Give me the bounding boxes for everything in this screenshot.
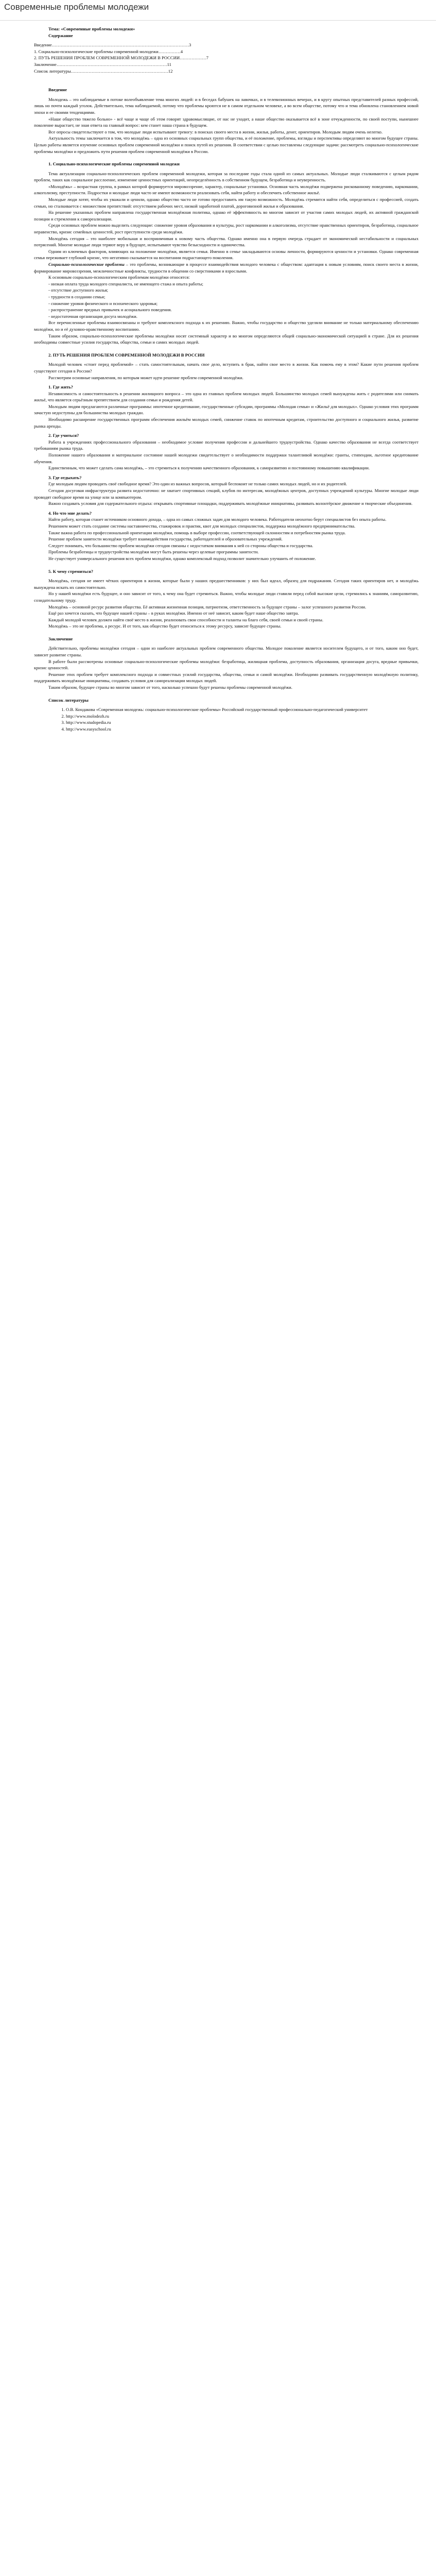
toc-row <box>34 48 418 55</box>
toc-label: 2. ПУТЬ РЕШЕНИЯ ПРОБЛЕМ СОВРЕМЕННОЙ МОЛОДЕЖИ В РОССИИ <box>34 55 180 61</box>
section1-lead-term: Социально-психологические проблемы <box>48 262 125 267</box>
section1-paragraph: Среди основных проблем можно выделить следующие: снижение уровня образования и культуры, рост наркомании и алкоголизма, отсутствие нравственных ориентиров, безработица, социальное неравенство, кризис семейных ценностей, рост преступности среди молодёжи. <box>34 223 418 235</box>
conclusion-paragraph: Действительно, проблемы молодёжи сегодня – одни из наиболее актуальных проблем современного общества. Молодое поколение является носителем будущего, и от того, каким оно будет, зависит развитие страны. <box>34 646 418 658</box>
toc-label: Введение <box>34 42 52 48</box>
section1-list-item: - распространение вредных привычек и асоциального поведения. <box>48 307 172 313</box>
section5-paragraph: Каждый молодой человек должен найти своё место в жизни, реализовать свои способности и таланты на благо себя, своей семьи и своей страны. <box>48 617 324 622</box>
subsection2-title: 2. Где учиться? <box>48 433 79 438</box>
subsection1-paragraph: Молодым людям предлагаются различные программы: ипотечное кредитование, государственные субсидии, программы «Молодая семья» и «Жильё для молодых». Однако условия этих программ зачастую недоступны для большинства молодых граждан. <box>34 403 418 416</box>
table-of-contents <box>34 42 418 74</box>
subsection4-paragraph: Проблемы безработицы и трудоустройства молодёжи могут быть решены через целевые программы занятости. <box>48 549 259 555</box>
subsection4-paragraph: Следует понимать, что большинство проблем молодёжи сегодня связаны с недостатком внимания к ней со стороны общества и государства. <box>48 543 313 548</box>
subsection4-paragraph: Не существует универсального решения всех проблем молодёжи, однако комплексный подход позволит значительно улучшить её положение. <box>48 555 316 561</box>
subsection3-title: 3. Где отдыхать? <box>48 474 82 480</box>
toc-page-number: 4 <box>180 48 183 54</box>
section1-paragraph: Таким образом, социально-психологические проблемы молодёжи носят системный характер и во многом определяются общей социально-экономической ситуацией в стране. Для их решения необходимы совместные усилия государства, общества, семьи и самих молодых людей. <box>34 333 418 345</box>
intro-paragraph: Молодежь – это наблюдаемые в потоке волеобъявление тема многих людей: и в беседах бабушек на лавочках, и в телевизионных вечерах, и в кругу опытных представителей разных профессий, лишь но почти каждый уголок. Действительно, тема наблюдаемой, потому что проблемы кроются не в самом отдельном человеке, а во всем обществе, потому что и тема обновлена становлением новой эпохи и ее своими тенденциями. <box>34 96 418 115</box>
site-header <box>0 0 436 21</box>
literature-title: Список литературы <box>48 697 89 703</box>
section1-list-intro: К основным социально-психологическим проблемам молодёжи относятся: <box>48 275 190 280</box>
toc-page-number: 11 <box>167 61 171 67</box>
subsection3-body <box>34 481 418 506</box>
section1-lead-rest: – это проблемы, возникающие в процессе взаимодействия молодого человека с обществом: адаптация к новым условиям, поиск своего места в жизни, формирование мировоззрения, межличностные конфликты, трудности в общении со сверстниками и взрослыми. <box>34 262 419 274</box>
intro-title: Введение <box>48 87 67 93</box>
section1-list-item: - низкая оплата труда молодого специалиста, не имеющего стажа и опыта работы; <box>48 281 203 286</box>
conclusion-body <box>34 645 418 690</box>
section5-paragraph: Ещё раз хочется сказать, что будущее нашей страны – в руках молодёжи. Именно от неё зависит, каким будет наше общество завтра. <box>48 611 299 616</box>
section1-lead-paragraph <box>34 261 418 274</box>
section1-body <box>34 171 418 261</box>
toc-leader-dots: …………… <box>158 48 181 54</box>
literature-item: 1. О.В. Кондакова «Современная молодежь: социально-психологические проблемы» Российский государственный профессионально-педагогический университет <box>66 706 418 713</box>
section1-list <box>34 281 418 320</box>
subsection3-paragraph: Важно создавать условия для содержательного отдыха: открывать спортивные площадки, поддерживать молодёжные инициативы, развивать волонтёрское движение и творческие объединения. <box>48 501 413 506</box>
topic-title: Тема: «Современные проблемы молодежи» <box>48 26 135 31</box>
toc-page-number: 12 <box>168 68 173 74</box>
toc-row <box>34 42 418 48</box>
section1-list-item: - трудности в создании семьи; <box>48 294 106 299</box>
toc-page-number: 3 <box>189 42 191 48</box>
section1-list-item: - отсутствие доступного жилья; <box>48 287 109 293</box>
subsection4-paragraph: Также важна работа по профессиональной ориентации молодёжи, помощь в выборе профессии, соответствующей склонностям и потребностям рынка труда. <box>48 530 346 535</box>
section1-paragraph: «Молодёжь» – возрастная группа, в рамках которой формируется мировоззрение, характер, социальные установки. Основная часть молодёжи подвержена рискованному поведению, наркомании, алкоголизму, преступности. Подростки и молодые люди часто не имеют возможности реализовать себя, найти работу и обеспечить собственное жильё. <box>34 183 418 196</box>
subsection4-paragraph: Решение проблем занятости молодёжи требует взаимодействия государства, работодателей и образовательных учреждений. <box>48 536 283 542</box>
toc-row <box>34 61 418 68</box>
section1-paragraph: Молодёжь сегодня – это наиболее мобильная и восприимчивая к новому часть общества. Однако именно она в первую очередь страдает от экономической нестабильности и социальных потрясений. Многие молодые люди теряют веру в будущее, испытывают чувство безысходности и одиночества. <box>34 235 418 248</box>
section1-paragraph: Молодые люди хотят, чтобы их уважали и ценили, однако общество часто не готово предоставить им такую возможность. Молодёжь стремится найти себя, определиться с профессией, создать семью, но сталкивается с множеством препятствий: отсутствием рабочих мест, низкой заработной платой, дороговизной жилья и образования. <box>34 197 418 209</box>
section1-title: 1. Социально-психологические проблемы современной молодежи <box>48 161 180 167</box>
toc-row <box>34 68 418 75</box>
subsection1-paragraph: Необходимо расширение государственных программ обеспечения жильём молодых семей, снижение ставок по ипотечным кредитам, строительство доступного и социального жилья, развитие рынка аренды. <box>34 417 418 429</box>
literature-item: 3. http://www.studopedia.ru <box>66 719 418 726</box>
section1-paragraph: На решение указанных проблем направлена государственная молодёжная политика, однако её эффективность во многом зависит от участия самих молодых людей, их активной гражданской позиции и стремления к самореализации. <box>34 210 418 222</box>
literature-item: 2. http://www.molodezh.ru <box>66 713 418 720</box>
site-title: Современные проблемы молодежи <box>4 2 149 12</box>
toc-row <box>34 55 418 61</box>
section1-paragraph: Тема актуализации социально-психологических проблем современной молодежи, которая за последние годы стала одной из самых актуальных. Молодые люди сталкиваются с целым рядом проблем, таких как социальное расслоение, изменение ценностных ориентаций, неопределённость в собственном будущем, безработица и неуверенность. <box>34 171 418 183</box>
subsection1-body <box>34 391 418 430</box>
section5-title: 5. К чему стремиться? <box>48 568 93 574</box>
section5-body <box>34 578 418 630</box>
section5-paragraph: Молодёжь – основной ресурс развития общества. Её активная жизненная позиция, патриотизм, ответственность за будущее страны – залог успешного развития России. <box>48 604 367 609</box>
document-body <box>34 26 418 733</box>
section2-paragraph: Молодой человек «стоит перед проблемой» – стать самостоятельным, начать свое дело, вступить в брак, найти свое место в жизни. Как помочь ему в этом? Какие пути решения проблем существуют сегодня в России? <box>34 362 418 374</box>
section2-body <box>34 361 418 381</box>
section1-paragraph: Все перечисленные проблемы взаимосвязаны и требуют комплексного подхода к их решению. Важно, чтобы государство и общество уделяли внимание не только материальному обеспечению молодёжи, но и её духовно-нравственному воспитанию. <box>34 320 418 332</box>
toc-leader-dots: ………………………………………………………… <box>71 68 168 74</box>
toc-label: 1. Социально-психологические проблемы современной молодежи <box>34 48 159 54</box>
section1-list-item: - недостаточная организация досуга молодёжи. <box>48 313 137 319</box>
toc-leader-dots: ………………………………………………………………… <box>56 61 167 67</box>
conclusion-paragraph: Решение этих проблем требует комплексного подхода и совместных усилий государства, общества, семьи и самой молодёжи. Необходимо развивать государственную молодёжную политику, поддерживать молодёжные инициативы, создавать условия для самореализации молодых людей. <box>34 671 418 684</box>
section5-paragraph: Молодёжь – это не проблема, а ресурс. И от того, как общество будет относиться к этому ресурсу, зависит будущее страны. <box>48 623 282 629</box>
intro-paragraph: Все опросы свидетельствуют о том, что молодые люди испытывают тревогу: в поисках своего места в жизни, жилья, работы, денег, ориентиров. Молодым людям очень нелегко. <box>48 129 383 134</box>
toc-leader-dots: ………………………………………………………………………………… <box>51 42 189 48</box>
subsection4-paragraph: Решением может стать создание системы наставничества, стажировок и практик, квот для молодых специалистов, поддержка молодёжного предпринимательства. <box>48 523 356 529</box>
conclusion-paragraph: Таким образом, будущее страны во многом зависит от того, насколько успешно будут решены проблемы современной молодёжи. <box>48 685 292 690</box>
intro-paragraph: Актуальность темы заключается в том, что молодёжь – одна из основных социальных групп общества, и её положение, проблемы, взгляды и перспективы определяют во многом будущее страны. Целью работы является изучение основных проблем современной молодёжи и поиск путей их решения. В соответствии с целью поставлены следующие задачи: рассмотреть социально-психологические проблемы молодёжи и предложить пути решения проблем современной молодёжи в России. <box>34 135 418 154</box>
toc-label: Список литературы <box>34 68 71 74</box>
subsection4-title: 4. Но что мне делать? <box>48 510 92 516</box>
toc-page-number: 7 <box>206 55 208 61</box>
section5-paragraph: Молодёжь, сегодня не имеет чётких ориентиров в жизни, которые были у наших предшественников: у них был идеал, образец для подражания. Сегодня таких ориентиров нет, и молодёжь вынуждена искать их самостоятельно. <box>34 578 418 590</box>
subsection2-paragraph: Работа в учреждениях профессионального образования – необходимое условие получения профессии и дальнейшего трудоустройства. Однако качество образования не всегда соответствует требованиям рынка труда. <box>34 439 418 451</box>
toc-title: Содержание <box>48 32 73 38</box>
toc-leader-dots: ……………… <box>180 55 206 61</box>
subsection2-body <box>34 439 418 471</box>
subsection3-paragraph: Сегодня досуговая инфраструктура развита недостаточно: не хватает спортивных секций, клубов по интересам, молодёжных центров, доступных учреждений культуры. Многие молодые люди проводят свободное время на улице или за компьютером. <box>34 488 418 500</box>
conclusion-paragraph: В работе были рассмотрены основные социально-психологические проблемы молодёжи: безработица, жилищная проблема, доступность образования, организация досуга, вредные привычки, кризис ценностей. <box>34 658 418 671</box>
literature-item: 4. http://www.easyschool.ru <box>66 726 418 733</box>
section2-title: 2. ПУТЬ РЕШЕНИЯ ПРОБЛЕМ СОВРЕМЕННОЙ МОЛОДЕЖИ В РОССИИ <box>48 352 205 358</box>
subsection2-paragraph: Единственным, что может сделать сама молодёжь, – это стремиться к получению качественного образования, к саморазвитию и постоянному повышению квалификации. <box>48 465 370 471</box>
subsection2-paragraph: Положение нашего образования и материальное состояние нашей молодежи свидетельствует о необходимости поддержки талантливой молодёжи: гранты, стипендии, льготное кредитование обучения. <box>34 452 418 464</box>
section5-paragraph: Но у нашей молодёжи есть будущее, и оно зависит от того, к чему она будет стремиться. Важно, чтобы молодые люди ставили перед собой высокие цели, стремились к знаниям, саморазвитию, созидательному труду. <box>34 591 418 603</box>
literature-list <box>34 706 418 732</box>
conclusion-title: Заключение <box>48 636 73 641</box>
section1-paragraph: Одним из ключевых факторов, влияющих на положение молодёжи, является семья. Именно в семье закладываются основы личности, формируются ценности и установки. Однако современная семья переживает глубокий кризис, что негативно сказывается на воспитании подрастающего поколения. <box>34 248 418 261</box>
subsection3-paragraph: Где молодым людям проводить своё свободное время? Это один из важных вопросов, который беспокоит не только самих молодых людей, но и их родителей. <box>48 481 347 487</box>
section1-after-list <box>34 319 418 345</box>
subsection4-body <box>34 516 418 562</box>
section2-paragraph: Рассмотрим основные направления, по которым может идти решение проблем современной молодёжи. <box>48 375 243 380</box>
section1-list-item: - снижение уровня физического и психического здоровья; <box>48 300 158 306</box>
intro-section <box>34 96 418 155</box>
subsection4-paragraph: Найти работу, которая станет источником основного дохода, – одна из самых сложных задач для молодого человека. Работодатели неохотно берут специалистов без опыта работы. <box>48 517 387 522</box>
intro-paragraph: «Наше общество тяжело больно» - всё чаще и чаще об этом говорят здравомыслящие, от нас не уходит, а наше общество оказывается всё в зоне отчужденности, по своей поступи, нынешнее поколение вырастает, не зная ответа на главный вопрос: кем станет наша страна в будущем. <box>34 116 418 128</box>
subsection1-title: 1. Где жить? <box>48 384 73 390</box>
subsection1-paragraph: Независимость и самостоятельность в решении жилищного вопроса – это одна из главных проблем молодых людей. Большинство молодых семей вынуждены жить с родителями или снимать жильё, что является серьёзным препятствием для создания семьи и рождения детей. <box>34 391 418 403</box>
toc-label: Заключение <box>34 61 57 67</box>
